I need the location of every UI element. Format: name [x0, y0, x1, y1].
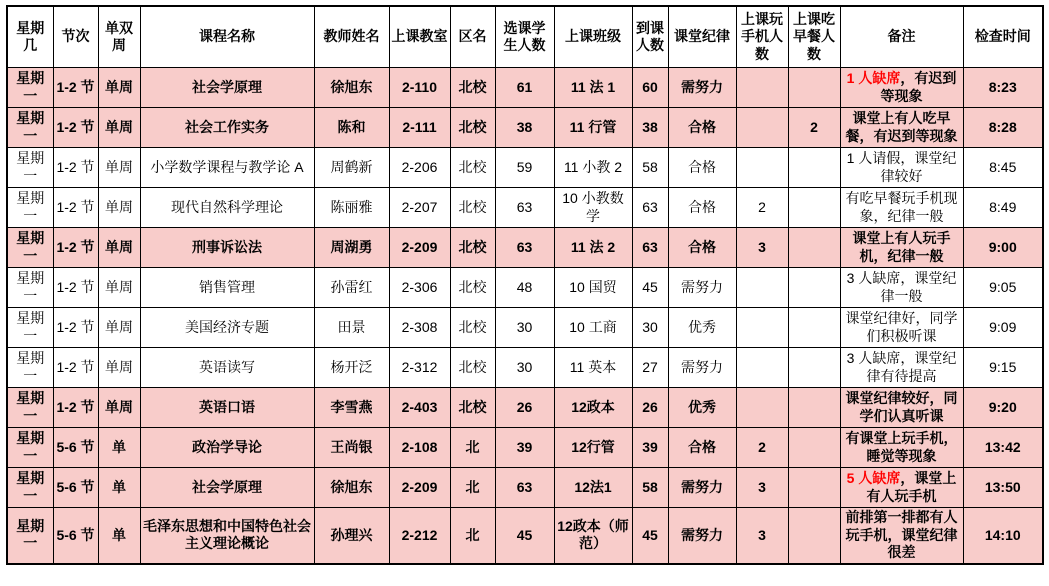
cell-period: 1-2 节	[53, 268, 98, 308]
cell-period: 1-2 节	[53, 68, 98, 108]
cell-period: 5-6 节	[53, 428, 98, 468]
cell-room: 2-209	[389, 468, 450, 508]
cell-time: 9:20	[963, 388, 1043, 428]
cell-period: 1-2 节	[53, 148, 98, 188]
cell-teacher: 李雪燕	[314, 388, 389, 428]
table-row	[7, 268, 1043, 308]
column-header-remark: 备注	[840, 6, 963, 68]
column-header-class_name: 上课班级	[554, 6, 632, 68]
cell-enrolled: 45	[495, 508, 554, 564]
cell-phone: 3	[736, 228, 788, 268]
cell-class_name: 10 小教数学	[554, 188, 632, 228]
cell-campus: 北校	[450, 228, 495, 268]
remark-text: 课堂上有人吃早餐，有迟到等现象	[845, 110, 958, 144]
column-header-day: 星期几	[7, 6, 53, 68]
cell-campus: 北校	[450, 148, 495, 188]
cell-phone	[736, 268, 788, 308]
column-header-phone: 上课玩手机人数	[736, 6, 788, 68]
remark-text: 3 人缺席，课堂纪律有待提高	[846, 350, 957, 384]
cell-week: 单周	[98, 348, 140, 388]
remark-alert-text: 5 人缺席	[846, 470, 901, 486]
remark-text: 有课堂上玩手机，睡觉等现象	[845, 430, 958, 464]
header-row	[7, 6, 1043, 68]
cell-period: 5-6 节	[53, 468, 98, 508]
cell-room: 2-312	[389, 348, 450, 388]
cell-class_name: 10 工商	[554, 308, 632, 348]
cell-room: 2-108	[389, 428, 450, 468]
cell-class_name: 11 行管	[554, 108, 632, 148]
column-header-campus: 区名	[450, 6, 495, 68]
column-header-week: 单双周	[98, 6, 140, 68]
cell-teacher: 陈和	[314, 108, 389, 148]
cell-discipline: 需努力	[668, 348, 736, 388]
cell-time: 9:15	[963, 348, 1043, 388]
cell-breakfast	[788, 228, 840, 268]
cell-class_name: 11 法 1	[554, 68, 632, 108]
cell-course: 英语口语	[140, 388, 314, 428]
cell-class_name: 12政本	[554, 388, 632, 428]
remark-alert-text: 1 人缺席	[846, 70, 901, 86]
cell-breakfast	[788, 348, 840, 388]
cell-teacher: 王尚银	[314, 428, 389, 468]
cell-week: 单	[98, 428, 140, 468]
cell-campus: 北校	[450, 388, 495, 428]
remark-text: ，有迟到等现象	[880, 70, 957, 104]
cell-remark	[840, 348, 963, 388]
cell-enrolled: 63	[495, 228, 554, 268]
cell-breakfast	[788, 468, 840, 508]
cell-period: 1-2 节	[53, 388, 98, 428]
cell-enrolled: 61	[495, 68, 554, 108]
cell-teacher: 杨开泛	[314, 348, 389, 388]
cell-period: 1-2 节	[53, 308, 98, 348]
cell-week: 单	[98, 508, 140, 564]
cell-remark	[840, 308, 963, 348]
cell-phone	[736, 68, 788, 108]
table-row	[7, 388, 1043, 428]
cell-phone	[736, 388, 788, 428]
cell-day: 星期一	[7, 148, 53, 188]
table-row	[7, 228, 1043, 268]
cell-attended: 63	[632, 188, 668, 228]
cell-course: 毛泽东思想和中国特色社会主义理论概论	[140, 508, 314, 564]
cell-breakfast	[788, 68, 840, 108]
cell-teacher: 周鹤新	[314, 148, 389, 188]
cell-discipline: 合格	[668, 108, 736, 148]
cell-week: 单周	[98, 68, 140, 108]
cell-teacher: 田景	[314, 308, 389, 348]
cell-campus: 北	[450, 428, 495, 468]
cell-attended: 58	[632, 148, 668, 188]
cell-course: 政治学导论	[140, 428, 314, 468]
cell-course: 社会学原理	[140, 68, 314, 108]
cell-enrolled: 63	[495, 468, 554, 508]
table-row	[7, 68, 1043, 108]
cell-remark	[840, 468, 963, 508]
cell-campus: 北校	[450, 348, 495, 388]
cell-enrolled: 48	[495, 268, 554, 308]
column-header-course: 课程名称	[140, 6, 314, 68]
column-header-time: 检查时间	[963, 6, 1043, 68]
cell-course: 销售管理	[140, 268, 314, 308]
cell-campus: 北校	[450, 108, 495, 148]
cell-class_name: 11 法 2	[554, 228, 632, 268]
cell-discipline: 需努力	[668, 508, 736, 564]
cell-teacher: 周湖勇	[314, 228, 389, 268]
cell-breakfast: 2	[788, 108, 840, 148]
cell-room: 2-209	[389, 228, 450, 268]
cell-discipline: 需努力	[668, 68, 736, 108]
cell-period: 1-2 节	[53, 228, 98, 268]
cell-attended: 63	[632, 228, 668, 268]
cell-room: 2-212	[389, 508, 450, 564]
cell-enrolled: 38	[495, 108, 554, 148]
table-body	[7, 68, 1043, 564]
cell-week: 单周	[98, 108, 140, 148]
cell-day: 星期一	[7, 68, 53, 108]
cell-campus: 北	[450, 508, 495, 564]
column-header-attended: 到课人数	[632, 6, 668, 68]
cell-teacher: 孙雷红	[314, 268, 389, 308]
cell-discipline: 合格	[668, 148, 736, 188]
cell-phone	[736, 108, 788, 148]
cell-time: 13:50	[963, 468, 1043, 508]
cell-attended: 38	[632, 108, 668, 148]
cell-course: 社会工作实务	[140, 108, 314, 148]
cell-remark	[840, 388, 963, 428]
cell-room: 2-306	[389, 268, 450, 308]
cell-discipline: 优秀	[668, 388, 736, 428]
cell-class_name: 10 国贸	[554, 268, 632, 308]
table-row	[7, 108, 1043, 148]
cell-room: 2-206	[389, 148, 450, 188]
cell-room: 2-403	[389, 388, 450, 428]
cell-campus: 北校	[450, 308, 495, 348]
cell-attended: 45	[632, 508, 668, 564]
cell-week: 单周	[98, 268, 140, 308]
cell-room: 2-207	[389, 188, 450, 228]
cell-teacher: 徐旭东	[314, 68, 389, 108]
cell-attended: 26	[632, 388, 668, 428]
cell-day: 星期一	[7, 348, 53, 388]
cell-phone	[736, 148, 788, 188]
cell-time: 8:23	[963, 68, 1043, 108]
remark-text: 课堂纪律好，同学们积极听课	[845, 310, 958, 344]
cell-campus: 北校	[450, 188, 495, 228]
cell-breakfast	[788, 148, 840, 188]
cell-campus: 北校	[450, 68, 495, 108]
cell-phone	[736, 348, 788, 388]
cell-breakfast	[788, 428, 840, 468]
cell-attended: 45	[632, 268, 668, 308]
cell-day: 星期一	[7, 188, 53, 228]
cell-remark	[840, 428, 963, 468]
remark-text: 课堂纪律较好，同学们认真听课	[845, 390, 958, 424]
cell-course: 英语读写	[140, 348, 314, 388]
cell-enrolled: 30	[495, 348, 554, 388]
column-header-room: 上课教室	[389, 6, 450, 68]
cell-room: 2-111	[389, 108, 450, 148]
cell-attended: 30	[632, 308, 668, 348]
cell-week: 单周	[98, 388, 140, 428]
cell-phone: 3	[736, 508, 788, 564]
cell-discipline: 合格	[668, 428, 736, 468]
cell-phone: 2	[736, 428, 788, 468]
cell-breakfast	[788, 188, 840, 228]
cell-discipline: 合格	[668, 188, 736, 228]
cell-campus: 北校	[450, 268, 495, 308]
cell-enrolled: 30	[495, 308, 554, 348]
cell-remark	[840, 228, 963, 268]
cell-teacher: 徐旭东	[314, 468, 389, 508]
column-header-discipline: 课堂纪律	[668, 6, 736, 68]
cell-enrolled: 39	[495, 428, 554, 468]
cell-class_name: 11 英本	[554, 348, 632, 388]
cell-week: 单周	[98, 188, 140, 228]
cell-day: 星期一	[7, 468, 53, 508]
cell-discipline: 需努力	[668, 468, 736, 508]
cell-discipline: 优秀	[668, 308, 736, 348]
cell-breakfast	[788, 388, 840, 428]
cell-enrolled: 63	[495, 188, 554, 228]
cell-day: 星期一	[7, 508, 53, 564]
cell-remark	[840, 68, 963, 108]
table-row	[7, 508, 1043, 564]
cell-time: 9:05	[963, 268, 1043, 308]
cell-day: 星期一	[7, 228, 53, 268]
cell-time: 9:09	[963, 308, 1043, 348]
cell-enrolled: 26	[495, 388, 554, 428]
table-header	[7, 6, 1043, 68]
cell-phone	[736, 308, 788, 348]
cell-class_name: 12行管	[554, 428, 632, 468]
table-row	[7, 468, 1043, 508]
cell-day: 星期一	[7, 388, 53, 428]
cell-room: 2-308	[389, 308, 450, 348]
cell-remark	[840, 108, 963, 148]
cell-course: 社会学原理	[140, 468, 314, 508]
cell-time: 13:42	[963, 428, 1043, 468]
remark-text: 有吃早餐玩手机现象，纪律一般	[845, 190, 958, 224]
cell-breakfast	[788, 508, 840, 564]
cell-remark	[840, 188, 963, 228]
cell-class_name: 11 小教 2	[554, 148, 632, 188]
remark-text: 课堂上有人玩手机，纪律一般	[852, 230, 951, 264]
cell-day: 星期一	[7, 428, 53, 468]
cell-class_name: 12法1	[554, 468, 632, 508]
cell-phone: 2	[736, 188, 788, 228]
column-header-period: 节次	[53, 6, 98, 68]
cell-class_name: 12政本（师范）	[554, 508, 632, 564]
cell-week: 单周	[98, 308, 140, 348]
cell-period: 1-2 节	[53, 348, 98, 388]
cell-attended: 60	[632, 68, 668, 108]
cell-week: 单周	[98, 228, 140, 268]
cell-remark	[840, 268, 963, 308]
column-header-enrolled: 选课学生人数	[495, 6, 554, 68]
cell-course: 美国经济专题	[140, 308, 314, 348]
cell-teacher: 陈丽雅	[314, 188, 389, 228]
class-inspection-table	[6, 5, 1044, 565]
cell-week: 单	[98, 468, 140, 508]
cell-week: 单周	[98, 148, 140, 188]
cell-discipline: 合格	[668, 228, 736, 268]
table-row	[7, 428, 1043, 468]
cell-time: 8:45	[963, 148, 1043, 188]
cell-remark	[840, 508, 963, 564]
cell-period: 5-6 节	[53, 508, 98, 564]
table-row	[7, 148, 1043, 188]
remark-text: ，课堂上有人玩手机	[866, 470, 957, 504]
cell-day: 星期一	[7, 268, 53, 308]
cell-campus: 北	[450, 468, 495, 508]
cell-enrolled: 59	[495, 148, 554, 188]
cell-remark	[840, 148, 963, 188]
remark-text: 前排第一排都有人玩手机，课堂纪律很差	[845, 509, 958, 560]
cell-attended: 27	[632, 348, 668, 388]
cell-course: 小学数学课程与教学论 A	[140, 148, 314, 188]
cell-time: 8:28	[963, 108, 1043, 148]
cell-breakfast	[788, 268, 840, 308]
column-header-teacher: 教师姓名	[314, 6, 389, 68]
cell-course: 现代自然科学理论	[140, 188, 314, 228]
cell-attended: 39	[632, 428, 668, 468]
remark-text: 1 人请假，课堂纪律较好	[846, 150, 957, 184]
table-row	[7, 348, 1043, 388]
cell-phone: 3	[736, 468, 788, 508]
cell-day: 星期一	[7, 108, 53, 148]
remark-text: 3 人缺席，课堂纪律一般	[846, 270, 957, 304]
cell-time: 14:10	[963, 508, 1043, 564]
table-row	[7, 308, 1043, 348]
cell-period: 1-2 节	[53, 188, 98, 228]
cell-attended: 58	[632, 468, 668, 508]
cell-day: 星期一	[7, 308, 53, 348]
table-row	[7, 188, 1043, 228]
column-header-breakfast: 上课吃早餐人数	[788, 6, 840, 68]
cell-course: 刑事诉讼法	[140, 228, 314, 268]
cell-time: 9:00	[963, 228, 1043, 268]
cell-breakfast	[788, 308, 840, 348]
cell-time: 8:49	[963, 188, 1043, 228]
cell-room: 2-110	[389, 68, 450, 108]
cell-period: 1-2 节	[53, 108, 98, 148]
cell-teacher: 孙理兴	[314, 508, 389, 564]
cell-discipline: 需努力	[668, 268, 736, 308]
